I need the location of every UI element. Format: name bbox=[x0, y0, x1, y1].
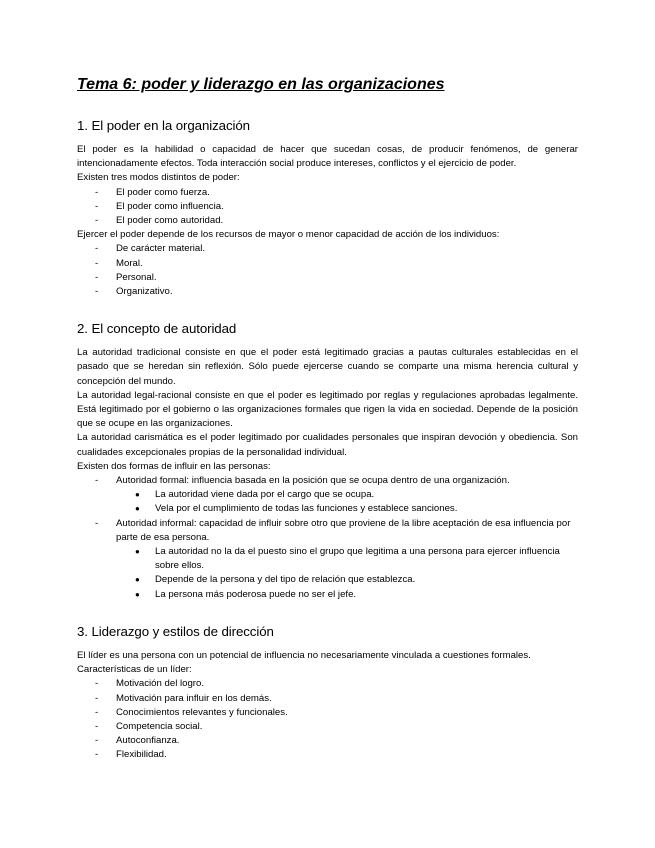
dash-marker: - bbox=[95, 692, 99, 704]
dash-marker: - bbox=[95, 735, 99, 747]
list-item bbox=[77, 677, 578, 691]
paragraph: La autoridad tradicional consiste en que el poder está legitimado gracias a pautas culturales establecidas en el pasado que se heredan sin reflexión. Sólo puede ejercerse cuando se comparte una misma herencia cultural y concepción del mundo. bbox=[77, 347, 578, 387]
document-title: Tema 6: poder y liderazgo en las organizaciones bbox=[77, 76, 445, 93]
list-item-text: Vela por el cumplimiento de todas las funciones y establece sanciones. bbox=[155, 503, 458, 515]
section-liderazgo bbox=[77, 623, 578, 763]
dash-marker: - bbox=[95, 678, 99, 690]
list-item bbox=[77, 214, 578, 228]
dash-marker: - bbox=[95, 749, 99, 761]
dash-marker: - bbox=[95, 243, 99, 255]
dash-marker: - bbox=[95, 517, 99, 529]
list-item-text: Personal. bbox=[116, 271, 157, 283]
list-item-text: El poder como autoridad. bbox=[116, 215, 224, 227]
influence-forms-list bbox=[77, 474, 578, 488]
list-item bbox=[77, 706, 578, 720]
informal-authority-sublist bbox=[77, 545, 578, 602]
list-item-text: Moral. bbox=[116, 257, 143, 269]
list-item-text: Motivación para influir en los demás. bbox=[116, 692, 272, 704]
bullet-marker: ● bbox=[135, 547, 140, 557]
list-item-text: Autoconfianza. bbox=[116, 735, 180, 747]
list-item-text: Organizativo. bbox=[116, 286, 173, 298]
dash-marker: - bbox=[95, 215, 99, 227]
paragraph: Existen dos formas de influir en las personas: bbox=[77, 460, 271, 472]
list-item-text: Autoridad formal: influencia basada en la posición que se ocupa dentro de una organización. bbox=[116, 475, 510, 487]
dash-marker: - bbox=[95, 257, 99, 269]
paragraph: Ejercer el poder depende de los recursos de mayor o menor capacidad de acción de los individuos: bbox=[77, 229, 500, 241]
list-item bbox=[77, 186, 578, 200]
section-autoridad bbox=[77, 320, 578, 602]
influence-forms-list bbox=[77, 517, 578, 545]
formal-authority-sublist bbox=[77, 488, 578, 516]
bullet-marker: ● bbox=[135, 490, 140, 500]
sub-list-item bbox=[77, 573, 578, 587]
bullet-marker: ● bbox=[135, 504, 140, 514]
resources-list bbox=[77, 242, 578, 299]
dash-marker: - bbox=[95, 475, 99, 487]
list-item bbox=[77, 200, 578, 214]
list-item bbox=[77, 734, 578, 748]
list-item-text: La autoridad viene dada por el cargo que se ocupa. bbox=[155, 489, 375, 501]
power-modes-list bbox=[77, 186, 578, 229]
list-item bbox=[77, 720, 578, 734]
section-heading: 3. Liderazgo y estilos de dirección bbox=[77, 623, 274, 639]
dash-marker: - bbox=[95, 720, 99, 732]
paragraph: La autoridad carismática es el poder legitimado por cualidades personales que inspiran devoción y obediencia. Son cualidades excepcionales propias de la personalidad individual. bbox=[77, 432, 578, 458]
list-item-text: Competencia social. bbox=[116, 720, 203, 732]
sub-list-item bbox=[77, 502, 578, 516]
list-item-text: Autoridad informal: capacidad de influir sobre otro que proviene de la libre aceptación de esa influencia por parte de esa persona. bbox=[116, 517, 571, 543]
sub-list-item bbox=[77, 545, 578, 573]
dash-marker: - bbox=[95, 200, 99, 212]
sub-list-item bbox=[77, 588, 578, 602]
dash-marker: - bbox=[95, 271, 99, 283]
sub-list-item bbox=[77, 488, 578, 502]
paragraph: El poder es la habilidad o capacidad de hacer que sucedan cosas, de producir fenómenos, de generar intencionadamente efectos. Toda interacción social produce intereses, conflictos y el ejercicio de poder. bbox=[77, 144, 578, 170]
document-page bbox=[77, 74, 578, 763]
paragraph: La autoridad legal-racional consiste en que el poder es legitimado por reglas y regulaciones aprobadas legalmente. Está legitimado por el gobierno o las organizaciones formales que rigen la vida en sociedad. Depende de la posición que se ocupe en las organizaciones. bbox=[77, 389, 578, 430]
paragraph: Existen tres modos distintos de poder: bbox=[77, 172, 240, 184]
list-item-text: El poder como fuerza. bbox=[116, 186, 210, 198]
list-item bbox=[77, 271, 578, 285]
list-item bbox=[77, 242, 578, 256]
dash-marker: - bbox=[95, 706, 99, 718]
list-item bbox=[77, 517, 578, 545]
list-item-text: Depende de la persona y del tipo de relación que establezca. bbox=[155, 574, 416, 586]
list-item-text: Conocimientos relevantes y funcionales. bbox=[116, 706, 288, 718]
dash-marker: - bbox=[95, 186, 99, 198]
section-heading: 1. El poder en la organización bbox=[77, 118, 250, 133]
list-item bbox=[77, 748, 578, 762]
list-item bbox=[77, 474, 578, 488]
bullet-marker: ● bbox=[135, 589, 140, 599]
list-item-text: Flexibilidad. bbox=[116, 749, 167, 761]
list-item bbox=[77, 692, 578, 706]
leader-traits-list bbox=[77, 677, 578, 762]
list-item bbox=[77, 257, 578, 271]
dash-marker: - bbox=[95, 286, 99, 298]
list-item-text: De carácter material. bbox=[116, 243, 206, 255]
list-item-text: La autoridad no la da el puesto sino el grupo que legitima a una persona para ejercer influencia sobre ellos. bbox=[155, 546, 560, 572]
section-heading: 2. El concepto de autoridad bbox=[77, 321, 237, 337]
list-item-text: El poder como influencia. bbox=[116, 200, 224, 212]
list-item-text: Motivación del logro. bbox=[116, 678, 204, 690]
list-item bbox=[77, 285, 578, 299]
list-item-text: La persona más poderosa puede no ser el jefe. bbox=[155, 588, 357, 600]
section-poder bbox=[77, 117, 578, 299]
paragraph: El líder es una persona con un potencial de influencia no necesariamente vinculada a cuestiones formales. bbox=[77, 649, 531, 661]
paragraph: Características de un líder: bbox=[77, 664, 192, 676]
bullet-marker: ● bbox=[135, 575, 140, 585]
